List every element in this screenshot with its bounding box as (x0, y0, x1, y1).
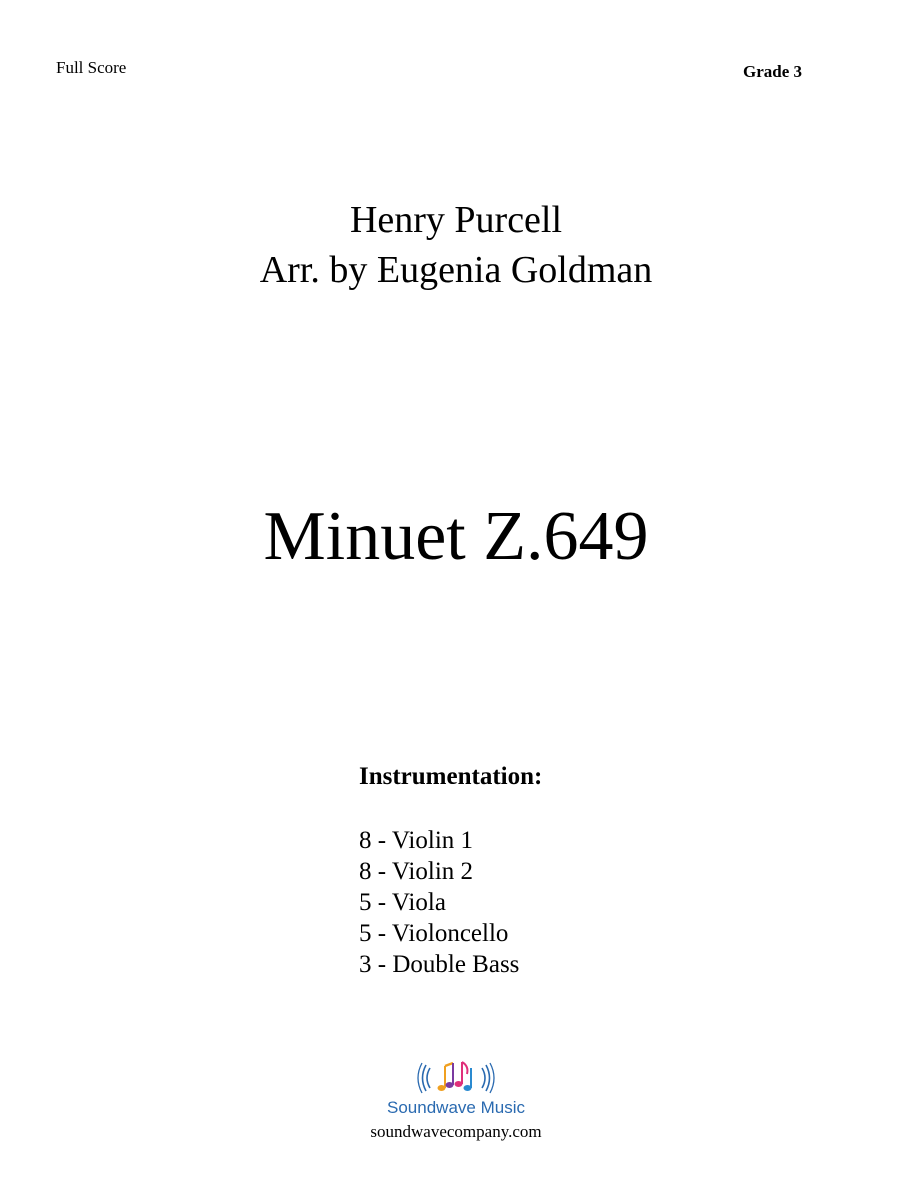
instrument-item: 8 - Violin 2 (359, 858, 474, 885)
publisher-website: soundwavecompany.com (370, 1122, 542, 1141)
grade-label: Grade 3 (742, 62, 802, 81)
instrumentation-heading: Instrumentation: (359, 763, 543, 790)
full-score-label: Full Score (56, 58, 127, 77)
arranger-name: Arr. by Eugenia Goldman (259, 249, 653, 291)
instrument-item: 8 - Violin 1 (359, 827, 474, 854)
composer-name: Henry Purcell (349, 199, 563, 241)
instrument-item: 3 - Double Bass (359, 951, 520, 978)
instrument-item: 5 - Violoncello (359, 920, 509, 947)
credits (0, 195, 912, 295)
piece-title: Minuet Z.649 (263, 498, 649, 575)
publisher-name: Soundwave Music (387, 1098, 525, 1117)
instrumentation-section (359, 761, 542, 980)
music-notes-soundwave-icon (416, 1058, 496, 1098)
instrument-item: 5 - Viola (359, 889, 446, 916)
instrumentation-list (359, 825, 542, 980)
publisher-logo (0, 1058, 912, 1118)
